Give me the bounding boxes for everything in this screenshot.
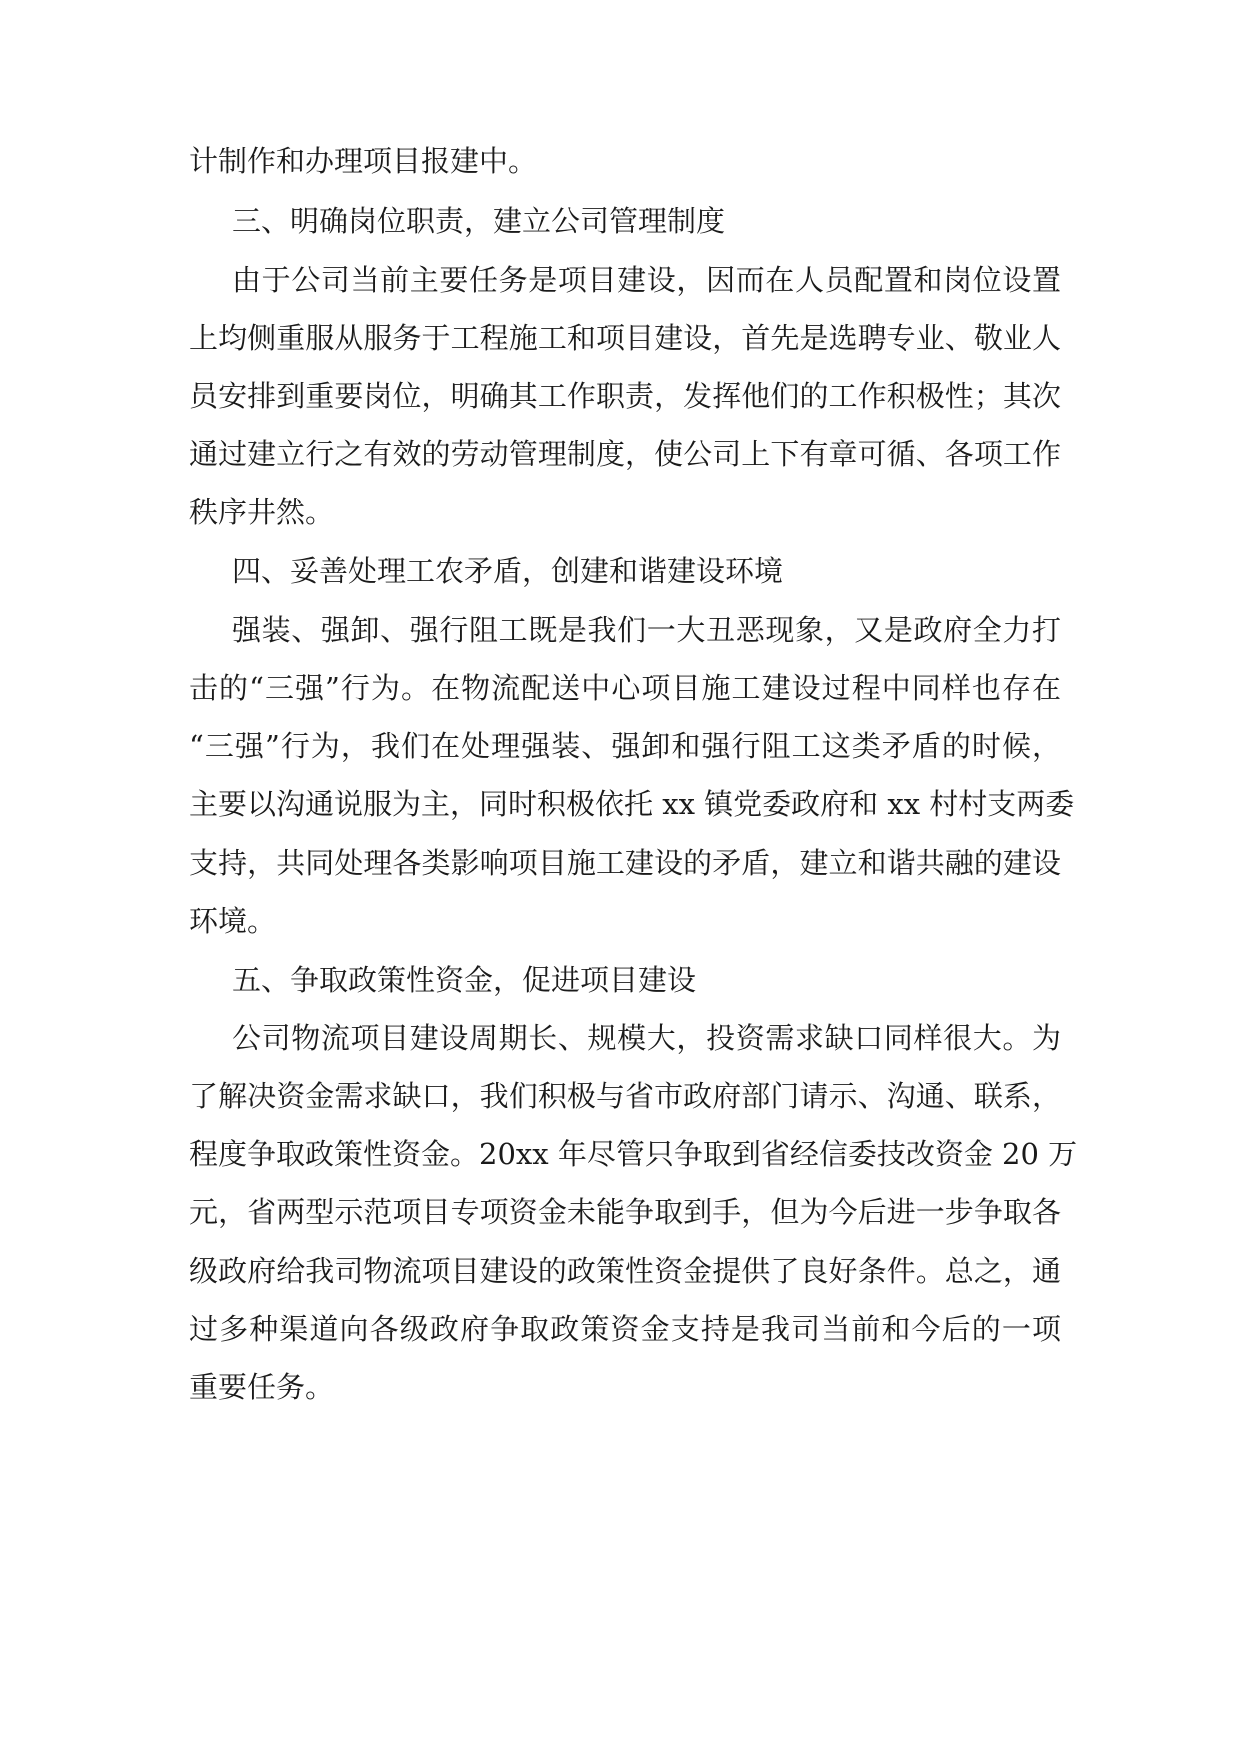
paragraph-line: 程度争取政策性资金。20xx 年尽管只争取到省经信委技改资金 20 万 (189, 1137, 1078, 1171)
paragraph-line: 元，省两型示范项目专项资金未能争取到手，但为今后进一步争取各 (189, 1195, 1061, 1229)
paragraph-line: 重要任务。 (189, 1370, 335, 1404)
paragraph-line: 秩序井然。 (189, 495, 335, 529)
paragraph-line: 环境。 (189, 904, 277, 938)
paragraph-line: “三强”行为，我们在处理强装、强卸和强行阻工这类矛盾的时候， (189, 729, 1061, 763)
paragraph-line: 过多种渠道向各级政府争取政策资金支持是我司当前和今后的一项 (189, 1312, 1061, 1346)
paragraph-line: 员安排到重要岗位，明确其工作职责，发挥他们的工作积极性；其次 (189, 379, 1061, 413)
paragraph-line: 由于公司当前主要任务是项目建设，因而在人员配置和岗位设置 (232, 263, 1061, 297)
paragraph-line: 了解决资金需求缺口，我们积极与省市政府部门请示、沟通、联系， (189, 1079, 1061, 1113)
paragraph-line: 通过建立行之有效的劳动管理制度，使公司上下有章可循、各项工作 (189, 437, 1061, 471)
paragraph-line: 级政府给我司物流项目建设的政策性资金提供了良好条件。总之，通 (189, 1254, 1061, 1288)
paragraph-line: 强装、强卸、强行阻工既是我们一大丑恶现象，又是政府全力打 (232, 613, 1061, 647)
paragraph-line: 公司物流项目建设周期长、规模大，投资需求缺口同样很大。为 (232, 1021, 1061, 1055)
paragraph-line: 计制作和办理项目报建中。 (189, 144, 538, 178)
paragraph-line: 支持，共同处理各类影响项目施工建设的矛盾，建立和谐共融的建设 (189, 846, 1061, 880)
paragraph-line: 击的“三强”行为。在物流配送中心项目施工建设过程中同样也存在 (189, 671, 1061, 705)
section-heading-3: 三、明确岗位职责，建立公司管理制度 (232, 204, 726, 238)
paragraph-line: 主要以沟通说服为主，同时积极依托 xx 镇党委政府和 xx 村村支两委 (189, 787, 1075, 821)
paragraph-line: 上均侧重服从服务于工程施工和项目建设，首先是选聘专业、敬业人 (189, 321, 1061, 355)
section-heading-4: 四、妥善处理工农矛盾，创建和谐建设环境 (232, 554, 784, 588)
section-heading-5: 五、争取政策性资金，促进项目建设 (232, 963, 697, 997)
